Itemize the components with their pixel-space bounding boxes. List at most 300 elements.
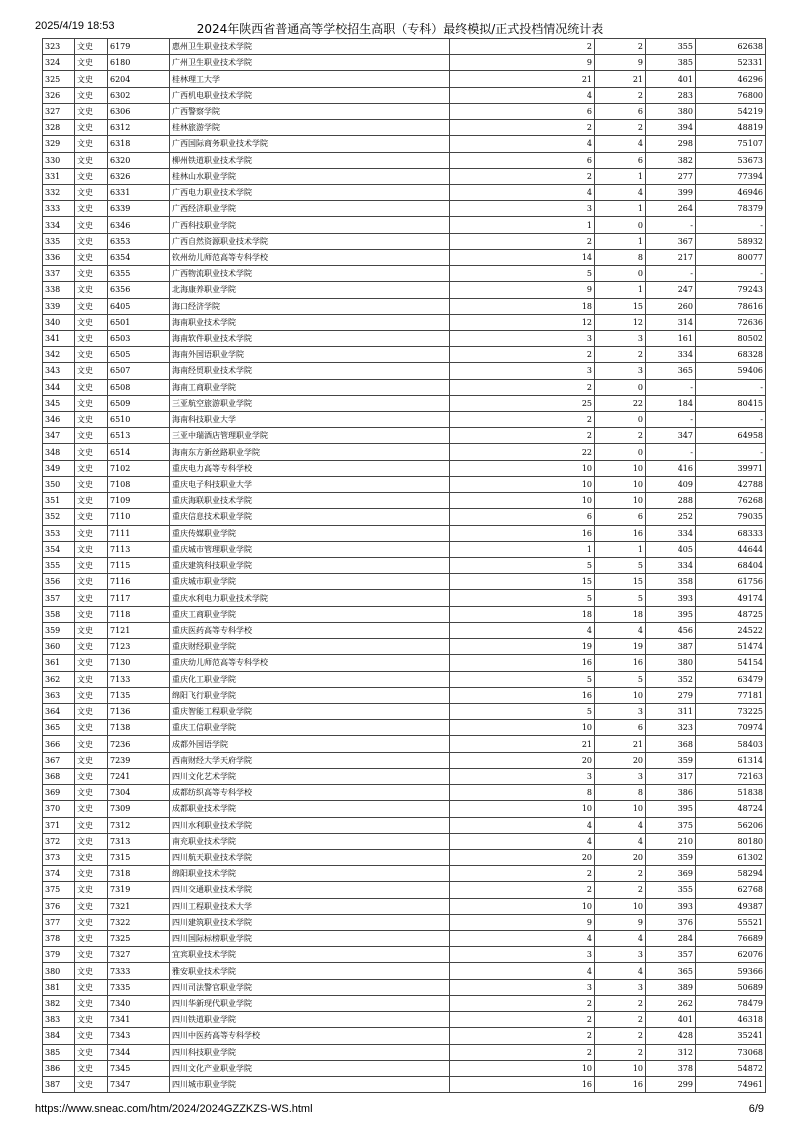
table-row [43,71,766,87]
row-index: 341 [43,330,75,346]
school-code: 6179 [108,39,170,55]
row-index: 325 [43,71,75,87]
row-index: 323 [43,39,75,55]
school-name: 绵阳职业技术学院 [170,866,450,882]
plan-count: 2 [450,347,595,363]
min-score: 375 [646,817,696,833]
admitted-count: 1 [595,201,646,217]
school-name: 四川科技职业学院 [170,1044,450,1060]
school-name: 桂林山水职业学院 [170,168,450,184]
min-rank: 68333 [696,525,766,541]
plan-count: 4 [450,184,595,200]
row-index: 342 [43,347,75,363]
admitted-count: 3 [595,979,646,995]
table-row [43,87,766,103]
min-score: 358 [646,574,696,590]
admitted-count: 22 [595,395,646,411]
min-score: 252 [646,509,696,525]
admitted-count: 4 [595,817,646,833]
school-code: 7347 [108,1077,170,1093]
school-code: 7115 [108,558,170,574]
min-rank: 78616 [696,298,766,314]
table-row [43,493,766,509]
school-name: 广西物流职业技术学院 [170,266,450,282]
plan-count: 3 [450,979,595,995]
min-rank: 80502 [696,330,766,346]
subject-type: 文史 [75,395,108,411]
plan-count: 4 [450,963,595,979]
admitted-count: 20 [595,752,646,768]
admitted-count: 3 [595,330,646,346]
school-code: 6180 [108,55,170,71]
min-rank: 76689 [696,931,766,947]
min-rank: 58403 [696,736,766,752]
min-score: 393 [646,898,696,914]
subject-type: 文史 [75,1028,108,1044]
row-index: 369 [43,785,75,801]
subject-type: 文史 [75,801,108,817]
min-rank: 62638 [696,39,766,55]
admitted-count: 16 [595,1077,646,1093]
school-code: 7340 [108,995,170,1011]
min-score: 262 [646,995,696,1011]
min-rank: 55521 [696,914,766,930]
subject-type: 文史 [75,833,108,849]
plan-count: 4 [450,817,595,833]
admitted-count: 2 [595,347,646,363]
row-index: 327 [43,103,75,119]
school-code: 6510 [108,412,170,428]
min-rank: 62768 [696,882,766,898]
subject-type: 文史 [75,785,108,801]
min-rank: 74961 [696,1077,766,1093]
table-row [43,639,766,655]
admitted-count: 2 [595,882,646,898]
admitted-count: 0 [595,266,646,282]
min-rank: 75107 [696,136,766,152]
admitted-count: 3 [595,363,646,379]
min-score: 247 [646,282,696,298]
table-row [43,55,766,71]
table-row [43,979,766,995]
plan-count: 3 [450,363,595,379]
min-score: 323 [646,720,696,736]
row-index: 335 [43,233,75,249]
table-row [43,152,766,168]
subject-type: 文史 [75,1012,108,1028]
min-score: 395 [646,801,696,817]
row-index: 375 [43,882,75,898]
page-number: 6/9 [748,1103,764,1115]
plan-count: 2 [450,379,595,395]
subject-type: 文史 [75,87,108,103]
admitted-count: 3 [595,703,646,719]
school-code: 7322 [108,914,170,930]
subject-type: 文史 [75,931,108,947]
plan-count: 25 [450,395,595,411]
plan-count: 2 [450,866,595,882]
admitted-count: 5 [595,558,646,574]
school-code: 7345 [108,1060,170,1076]
subject-type: 文史 [75,201,108,217]
min-rank: 63479 [696,671,766,687]
row-index: 356 [43,574,75,590]
min-score: 334 [646,347,696,363]
row-index: 367 [43,752,75,768]
subject-type: 文史 [75,752,108,768]
table-row [43,995,766,1011]
admitted-count: 19 [595,639,646,655]
table-row [43,314,766,330]
plan-count: 3 [450,768,595,784]
school-code: 6355 [108,266,170,282]
table-row [43,330,766,346]
subject-type: 文史 [75,947,108,963]
min-rank: 42788 [696,476,766,492]
plan-count: 2 [450,428,595,444]
table-row [43,428,766,444]
subject-type: 文史 [75,363,108,379]
min-score: 387 [646,639,696,655]
table-row [43,120,766,136]
school-name: 桂林理工大学 [170,71,450,87]
school-name: 广西国际商务职业技术学院 [170,136,450,152]
table-row [43,622,766,638]
row-index: 378 [43,931,75,947]
min-rank: 53673 [696,152,766,168]
school-name: 四川建筑职业技术学院 [170,914,450,930]
plan-count: 2 [450,995,595,1011]
subject-type: 文史 [75,541,108,557]
min-score: 378 [646,1060,696,1076]
admitted-count: 21 [595,736,646,752]
min-rank: 68404 [696,558,766,574]
table-row [43,590,766,606]
school-code: 7344 [108,1044,170,1060]
min-score: 389 [646,979,696,995]
school-name: 海南东方新丝路职业学院 [170,444,450,460]
min-score: 401 [646,71,696,87]
row-index: 353 [43,525,75,541]
row-index: 359 [43,622,75,638]
min-rank: 48819 [696,120,766,136]
min-rank: 46318 [696,1012,766,1028]
subject-type: 文史 [75,428,108,444]
subject-type: 文史 [75,168,108,184]
row-index: 363 [43,687,75,703]
subject-type: 文史 [75,590,108,606]
min-rank: 68328 [696,347,766,363]
min-score: 405 [646,541,696,557]
row-index: 326 [43,87,75,103]
plan-count: 16 [450,655,595,671]
plan-count: 3 [450,330,595,346]
school-code: 7335 [108,979,170,995]
min-rank: 51838 [696,785,766,801]
min-score: 279 [646,687,696,703]
school-code: 7327 [108,947,170,963]
table-row [43,298,766,314]
school-name: 四川交通职业技术学院 [170,882,450,898]
table-row [43,347,766,363]
min-score: 283 [646,87,696,103]
school-code: 7113 [108,541,170,557]
admitted-count: 10 [595,476,646,492]
school-name: 四川文化产业职业学院 [170,1060,450,1076]
school-name: 绵阳飞行职业学院 [170,687,450,703]
subject-type: 文史 [75,298,108,314]
min-rank: 73068 [696,1044,766,1060]
school-code: 7341 [108,1012,170,1028]
subject-type: 文史 [75,768,108,784]
min-rank: 54872 [696,1060,766,1076]
subject-type: 文史 [75,866,108,882]
min-score: 365 [646,363,696,379]
plan-count: 19 [450,639,595,655]
school-name: 四川国际标榜职业学院 [170,931,450,947]
min-score: 298 [646,136,696,152]
min-score: 395 [646,606,696,622]
school-name: 重庆工商职业学院 [170,606,450,622]
plan-count: 5 [450,558,595,574]
school-name: 重庆海联职业技术学院 [170,493,450,509]
plan-count: 8 [450,785,595,801]
min-score: 334 [646,558,696,574]
table-row [43,606,766,622]
school-code: 6508 [108,379,170,395]
subject-type: 文史 [75,379,108,395]
table-row [43,898,766,914]
school-name: 海南软件职业技术学院 [170,330,450,346]
row-index: 358 [43,606,75,622]
min-score: 359 [646,752,696,768]
row-index: 352 [43,509,75,525]
admitted-count: 10 [595,687,646,703]
row-index: 381 [43,979,75,995]
table-row [43,914,766,930]
school-code: 6405 [108,298,170,314]
table-row [43,963,766,979]
admitted-count: 2 [595,120,646,136]
min-rank: 76800 [696,87,766,103]
subject-type: 文史 [75,655,108,671]
min-score: 367 [646,233,696,249]
school-code: 6354 [108,249,170,265]
school-name: 海南工商职业学院 [170,379,450,395]
school-code: 7313 [108,833,170,849]
row-index: 331 [43,168,75,184]
plan-count: 5 [450,703,595,719]
min-rank: 77181 [696,687,766,703]
min-score: 409 [646,476,696,492]
table-row [43,1077,766,1093]
school-code: 7123 [108,639,170,655]
school-code: 6507 [108,363,170,379]
school-name: 四川铁道职业学院 [170,1012,450,1028]
school-name: 广西警察学院 [170,103,450,119]
admitted-count: 0 [595,412,646,428]
table-row [43,833,766,849]
min-rank: - [696,379,766,395]
min-rank: 56206 [696,817,766,833]
plan-count: 2 [450,1044,595,1060]
subject-type: 文史 [75,914,108,930]
school-code: 7136 [108,703,170,719]
subject-type: 文史 [75,1044,108,1060]
table-row [43,184,766,200]
admitted-count: 4 [595,184,646,200]
school-code: 6331 [108,184,170,200]
school-code: 7312 [108,817,170,833]
subject-type: 文史 [75,55,108,71]
row-index: 382 [43,995,75,1011]
school-name: 四川中医药高等专科学校 [170,1028,450,1044]
row-index: 350 [43,476,75,492]
school-code: 7116 [108,574,170,590]
min-rank: 58294 [696,866,766,882]
table-row [43,931,766,947]
admitted-count: 3 [595,768,646,784]
min-rank: 50689 [696,979,766,995]
admission-table [42,38,766,1093]
min-score: 288 [646,493,696,509]
subject-type: 文史 [75,314,108,330]
school-name: 重庆财经职业学院 [170,639,450,655]
admitted-count: 2 [595,87,646,103]
plan-count: 16 [450,1077,595,1093]
min-score: 376 [646,914,696,930]
school-name: 雅安职业技术学院 [170,963,450,979]
min-rank: 46946 [696,184,766,200]
admitted-count: 2 [595,1028,646,1044]
min-rank: 61302 [696,849,766,865]
plan-count: 10 [450,460,595,476]
min-score: 399 [646,184,696,200]
school-name: 海口经济学院 [170,298,450,314]
row-index: 346 [43,412,75,428]
subject-type: 文史 [75,639,108,655]
school-name: 海南职业技术学院 [170,314,450,330]
row-index: 339 [43,298,75,314]
subject-type: 文史 [75,282,108,298]
school-code: 6509 [108,395,170,411]
table-row [43,768,766,784]
subject-type: 文史 [75,509,108,525]
table-row [43,103,766,119]
min-score: 380 [646,103,696,119]
admitted-count: 6 [595,152,646,168]
school-name: 重庆电力高等专科学校 [170,460,450,476]
table-row [43,703,766,719]
table-row [43,947,766,963]
min-score: 355 [646,882,696,898]
subject-type: 文史 [75,444,108,460]
plan-count: 16 [450,525,595,541]
min-rank: 62076 [696,947,766,963]
subject-type: 文史 [75,412,108,428]
min-score: 161 [646,330,696,346]
subject-type: 文史 [75,184,108,200]
min-score: 217 [646,249,696,265]
plan-count: 2 [450,882,595,898]
min-score: 394 [646,120,696,136]
row-index: 361 [43,655,75,671]
min-score: 359 [646,849,696,865]
min-score: 428 [646,1028,696,1044]
table-body [43,39,766,1093]
min-score: 368 [646,736,696,752]
min-rank: 48724 [696,801,766,817]
row-index: 377 [43,914,75,930]
school-code: 6318 [108,136,170,152]
table-row [43,39,766,55]
table-row [43,168,766,184]
school-code: 7110 [108,509,170,525]
admitted-count: 2 [595,995,646,1011]
table-row [43,882,766,898]
min-score: 277 [646,168,696,184]
admitted-count: 0 [595,379,646,395]
school-name: 四川文化艺术学院 [170,768,450,784]
admitted-count: 4 [595,963,646,979]
school-code: 6514 [108,444,170,460]
plan-count: 4 [450,833,595,849]
admitted-count: 6 [595,509,646,525]
min-score: 416 [646,460,696,476]
min-rank: 79035 [696,509,766,525]
plan-count: 1 [450,541,595,557]
school-name: 重庆信息技术职业学院 [170,509,450,525]
school-code: 7133 [108,671,170,687]
plan-count: 4 [450,622,595,638]
min-rank: 35241 [696,1028,766,1044]
row-index: 387 [43,1077,75,1093]
row-index: 338 [43,282,75,298]
min-rank: 49387 [696,898,766,914]
table-row [43,849,766,865]
row-index: 324 [43,55,75,71]
min-score: 380 [646,655,696,671]
plan-count: 5 [450,266,595,282]
subject-type: 文史 [75,152,108,168]
plan-count: 18 [450,298,595,314]
school-name: 桂林旅游学院 [170,120,450,136]
plan-count: 15 [450,574,595,590]
min-rank: 79243 [696,282,766,298]
row-index: 357 [43,590,75,606]
admitted-count: 0 [595,217,646,233]
min-score: 260 [646,298,696,314]
school-code: 6302 [108,87,170,103]
school-name: 广西机电职业技术学院 [170,87,450,103]
school-name: 重庆传媒职业学院 [170,525,450,541]
plan-count: 4 [450,931,595,947]
table-row [43,785,766,801]
school-name: 广州卫生职业技术学院 [170,55,450,71]
plan-count: 6 [450,152,595,168]
table-row [43,1028,766,1044]
admitted-count: 4 [595,622,646,638]
subject-type: 文史 [75,460,108,476]
min-rank: 78479 [696,995,766,1011]
school-name: 三亚中瑞酒店管理职业学院 [170,428,450,444]
subject-type: 文史 [75,817,108,833]
table-row [43,1012,766,1028]
min-rank: - [696,444,766,460]
school-name: 三亚航空旅游职业学院 [170,395,450,411]
school-name: 广西自然资源职业技术学院 [170,233,450,249]
min-rank: 72636 [696,314,766,330]
